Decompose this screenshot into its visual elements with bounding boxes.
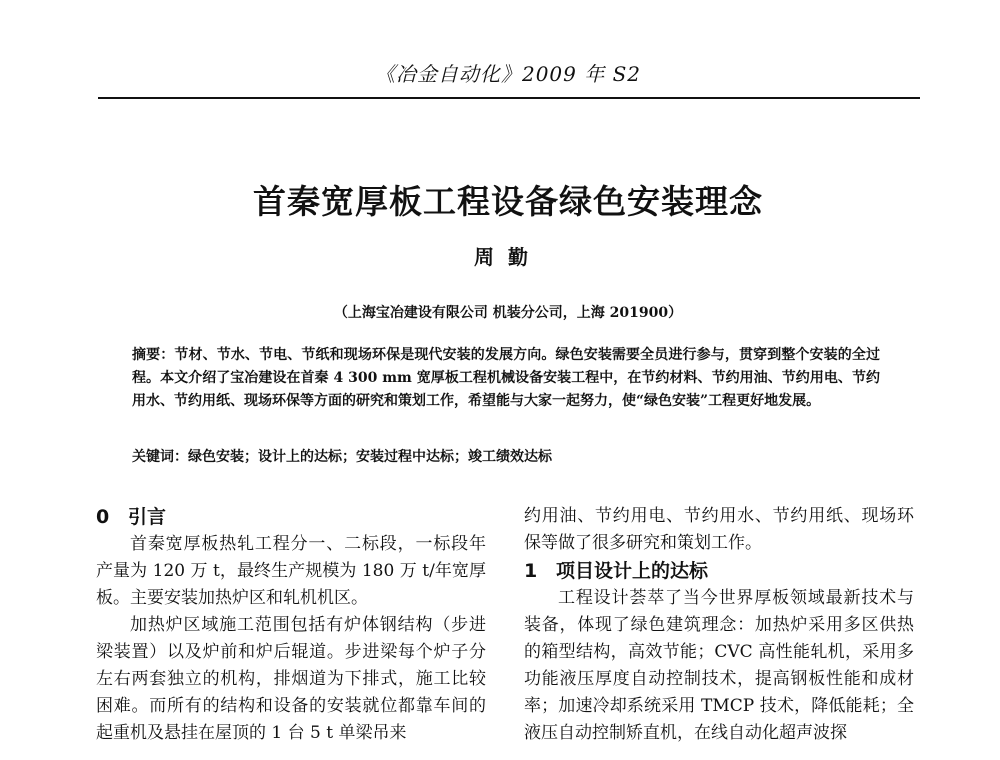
- section-title-0: 引言: [128, 506, 167, 528]
- paragraph-intro-1: 首秦宽厚板热轧工程分一、二标段，一标段年产量为 120 万 t，最终生产规模为 180 万 t/年宽厚板。主要安装加热炉区和轧机机区。: [96, 534, 486, 608]
- right-column: [524, 503, 914, 747]
- paragraph-design: 工程设计荟萃了当今世界厚板领域最新技术与装备，体现了绿色建筑理念：加热炉采用多区供热的箱型结构，高效节能；CVC 高性能轧机，采用多功能液压厚度自动控制技术，提高钢板性能和成材率；加速冷却系统采用 TMCP 技术，降低能耗；全液压自动控制矫直机，在线自动化超声波探: [524, 588, 914, 743]
- abstract-text: 节材、节水、节电、节纸和现场环保是现代安装的发展方向。绿色安装需要全员进行参与，贯穿到整个安装的全过程。本文介绍了宝冶建设在首秦 4 300 mm 宽厚板工程机械设备安装工程中，在节约材料、节约用油、节约用电、节约用水、节约用纸、现场环保等方面的研究和策划工作，希望能与大家一起努力，使“绿色安装”工程更好地发展。: [132, 347, 881, 409]
- left-column: [96, 503, 486, 747]
- author: 周勤: [474, 245, 542, 269]
- section-number-1: 1: [524, 560, 538, 582]
- running-head: 《冶金自动化》2009 年 S2: [374, 62, 642, 86]
- keywords-label: 关键词：: [132, 449, 188, 465]
- section-heading-0: [96, 503, 486, 531]
- paper-title: 首秦宽厚板工程设备绿色安装理念: [253, 182, 763, 221]
- section-title-1: 项目设计上的达标: [556, 560, 709, 582]
- paragraph-intro-2: 加热炉区域施工范围包括有炉体钢结构（步进梁装置）以及炉前和炉后辊道。步进梁每个炉子分左右两套独立的机构，排烟道为下排式，施工比较困难。而所有的结构和设备的安装就位都靠车间的起重机及悬挂在屋顶的 1 台 5 t 单梁吊来: [96, 615, 486, 743]
- affiliation: （上海宝冶建设有限公司 机装分公司，上海 201900）: [333, 305, 683, 321]
- abstract: [132, 344, 880, 413]
- section-number-0: 0: [96, 506, 110, 528]
- keywords: [132, 446, 880, 469]
- header-rule: [98, 97, 920, 99]
- keywords-text: 绿色安装；设计上的达标；安装过程中达标；竣工绩效达标: [188, 449, 552, 465]
- abstract-label: 摘要：: [132, 347, 175, 363]
- section-heading-1: [524, 557, 914, 585]
- paragraph-continued: 约用油、节约用电、节约用水、节约用纸、现场环保等做了很多研究和策划工作。: [524, 506, 914, 553]
